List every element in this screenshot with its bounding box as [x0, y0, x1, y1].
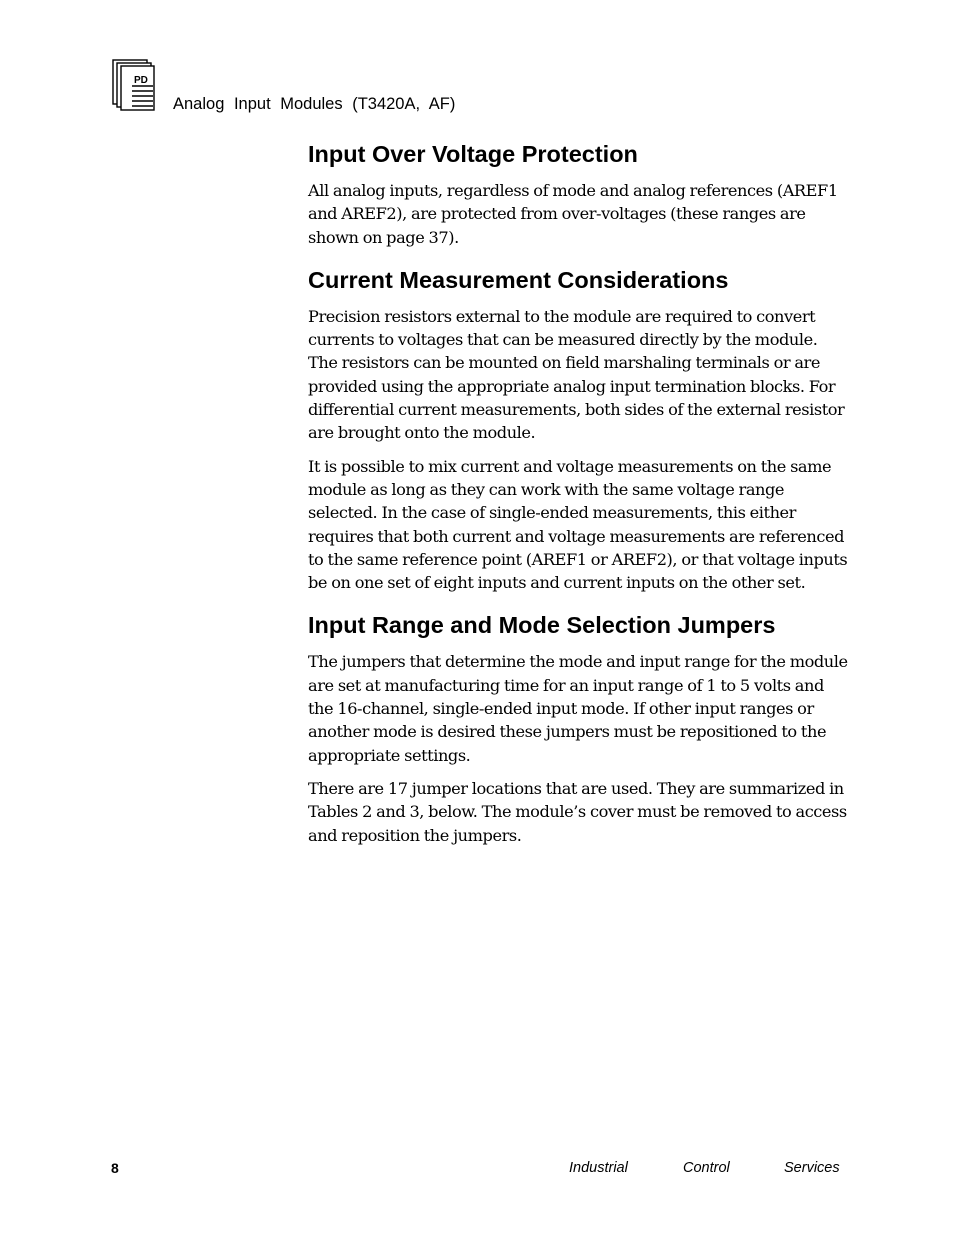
body-paragraph: Precision resistors external to the module are required to convert currents to voltages that can be measured directly by the module. The resistors can be mounted on field marshaling terminals or are provided using the appropriate analog input termination blocks. For differential current measurements, both sides of the external resistor are brought onto the module. — [308, 306, 845, 443]
footer-company-word-1: Industrial — [569, 1160, 628, 1176]
running-header: Analog Input Modules (T3420A, AF) — [173, 95, 456, 113]
footer-company-word-3: Services — [784, 1160, 840, 1176]
body-paragraph: It is possible to mix current and voltage measurements on the same module as long as they can work with the same voltage range selected. In the case of single-ended measurements, this either requires that both current and voltage measurements are referenced to the same reference point (AREF1 or AREF2), or that voltage inputs be on one set of eight inputs and current inputs on the other set. — [308, 456, 848, 593]
main-content — [308, 139, 848, 863]
section-input-over-voltage — [308, 139, 848, 249]
section-heading: Input Over Voltage Protection — [308, 141, 638, 167]
section-input-range-jumpers — [308, 610, 848, 846]
body-paragraph: There are 17 jumper locations that are used. They are summarized in Tables 2 and 3, below. The module’s cover must be removed to access and reposition the jumpers. — [308, 778, 847, 845]
body-paragraph: The jumpers that determine the mode and input range for the module are set at manufacturing time for an input range of 1 to 5 volts and the 16-channel, single-ended input mode. If other input ranges or another mode is desired these jumpers must be repositioned to the appropriate settings. — [308, 652, 848, 765]
section-heading: Input Range and Mode Selection Jumpers — [308, 612, 776, 639]
pd-logo-icon — [112, 59, 156, 111]
page-number: 8 — [111, 1160, 119, 1176]
svg-text:PD: PD — [134, 75, 148, 86]
section-heading: Current Measurement Considerations — [308, 266, 729, 293]
footer-company-word-2: Control — [683, 1160, 730, 1176]
body-paragraph: All analog inputs, regardless of mode and analog references (AREF1 and AREF2), are protected from over-voltages (these ranges are shown on page 37). — [308, 181, 838, 247]
section-current-measurement — [308, 265, 848, 595]
